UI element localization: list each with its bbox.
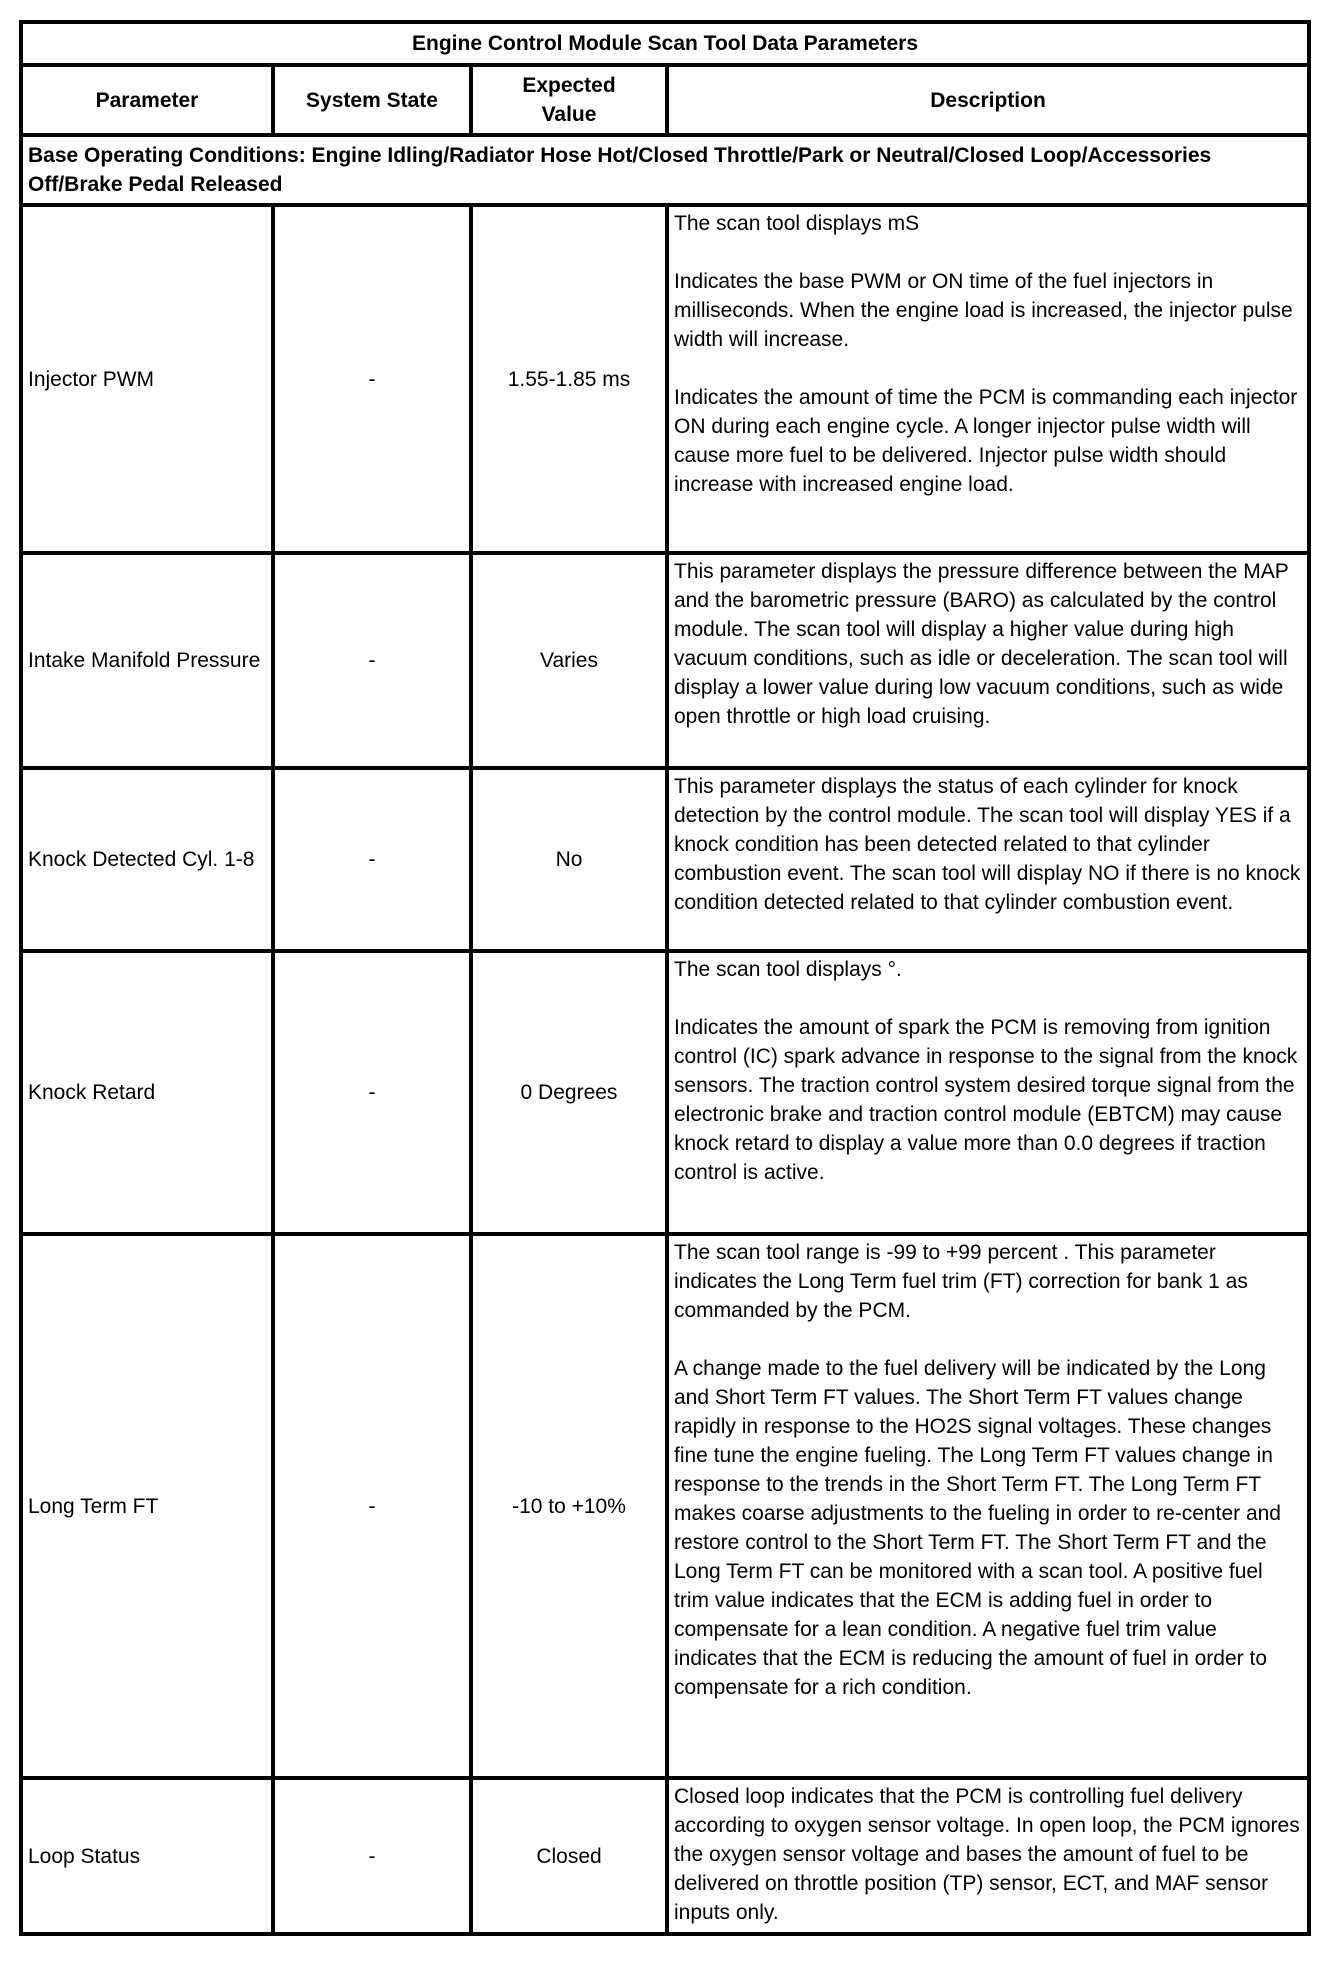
description-cell xyxy=(667,951,1309,1234)
parameter-cell: Loop Status xyxy=(21,1778,273,1934)
parameter-cell: Knock Retard xyxy=(21,951,273,1234)
expected-value-cell: Closed xyxy=(471,1778,667,1934)
parameter-cell: Intake Manifold Pressure xyxy=(21,553,273,768)
parameter-cell: Knock Detected Cyl. 1-8 xyxy=(21,768,273,951)
description-paragraph: The scan tool displays °. xyxy=(674,958,902,981)
system-state-cell: - xyxy=(273,951,471,1234)
description-paragraph: The scan tool displays mS xyxy=(674,212,920,235)
description-paragraph: Closed loop indicates that the PCM is controlling fuel delivery according to oxygen sensor voltage. In open loop, the PCM ignores the oxygen sensor voltage and bases the amount of fuel to be delivered on throttle position (TP) sensor, ECT, and MAF sensor inputs only. xyxy=(674,1785,1300,1924)
description-cell xyxy=(667,1234,1309,1778)
description-paragraph: Indicates the amount of time the PCM is commanding each injector ON during each engine cycle. A longer injector pulse width will cause more fuel to be delivered. Injector pulse width should increase with increased engine load. xyxy=(674,386,1298,496)
description-paragraph: A change made to the fuel delivery will be indicated by the Long and Short Term FT values. The Short Term FT values change rapidly in response to the HO2S signal voltages. These changes fine tune the engine fueling. The Long Term FT values change in response to the trends in the Short Term FT. The Long Term FT makes coarse adjustments to the fueling in order to re-center and restore control to the Short Term FT. The Short Term FT and the Long Term FT can be monitored with a scan tool. A positive fuel trim value indicates that the ECM is adding fuel in order to compensate for a lean condition. A negative fuel trim value indicates that the ECM is reducing the amount of fuel in order to compensate for a rich condition. xyxy=(674,1357,1281,1699)
table-row xyxy=(21,1234,1309,1778)
header-expected-value xyxy=(471,65,667,135)
description-cell xyxy=(667,205,1309,553)
header-parameter: Parameter xyxy=(21,65,273,135)
table-row xyxy=(21,1778,1309,1934)
parameter-cell: Injector PWM xyxy=(21,205,273,553)
system-state-cell: - xyxy=(273,768,471,951)
header-description: Description xyxy=(667,65,1309,135)
header-expected-line1: Expected xyxy=(522,74,616,97)
description-paragraph: This parameter displays the pressure difference between the MAP and the barometric pressure (BARO) as calculated by the control module. The scan tool will display a higher value during high vacuum conditions, such as idle or deceleration. The scan tool will display a lower value during low vacuum conditions, such as wide open throttle or high load cruising. xyxy=(674,560,1289,728)
description-paragraph: Indicates the amount of spark the PCM is removing from ignition control (IC) spark advance in response to the signal from the knock sensors. The traction control system desired torque signal from the electronic brake and traction control module (EBTCM) may cause knock retard to display a value more than 0.0 degrees if traction control is active. xyxy=(674,1016,1298,1184)
header-system-state: System State xyxy=(273,65,471,135)
expected-value-cell: 1.55-1.85 ms xyxy=(471,205,667,553)
system-state-cell: - xyxy=(273,1234,471,1778)
base-operating-conditions: Base Operating Conditions: Engine Idling/Radiator Hose Hot/Closed Throttle/Park or Neutral/Closed Loop/Accessories Off/Brake Pedal Released xyxy=(21,135,1309,205)
scan-tool-data-table xyxy=(19,20,1311,1936)
table-row xyxy=(21,951,1309,1234)
description-paragraph: Indicates the base PWM or ON time of the fuel injectors in milliseconds. When the engine load is increased, the injector pulse width will increase. xyxy=(674,270,1293,351)
table-title: Engine Control Module Scan Tool Data Parameters xyxy=(21,22,1309,65)
description-cell xyxy=(667,553,1309,768)
expected-value-cell: -10 to +10% xyxy=(471,1234,667,1778)
expected-value-cell: Varies xyxy=(471,553,667,768)
table-row xyxy=(21,205,1309,553)
parameter-cell: Long Term FT xyxy=(21,1234,273,1778)
header-expected-line2: Value xyxy=(541,103,597,126)
system-state-cell: - xyxy=(273,553,471,768)
description-cell xyxy=(667,1778,1309,1934)
table-row xyxy=(21,553,1309,768)
description-paragraph: The scan tool range is -99 to +99 percent . This parameter indicates the Long Term fuel trim (FT) correction for bank 1 as commanded by the PCM. xyxy=(674,1241,1248,1322)
table-row xyxy=(21,768,1309,951)
system-state-cell: - xyxy=(273,205,471,553)
description-cell xyxy=(667,768,1309,951)
header-row xyxy=(21,65,1309,135)
expected-value-cell: 0 Degrees xyxy=(471,951,667,1234)
expected-value-cell: No xyxy=(471,768,667,951)
description-paragraph: This parameter displays the status of each cylinder for knock detection by the control module. The scan tool will display YES if a knock condition has been detected related to that cylinder combustion event. The scan tool will display NO if there is no knock condition detected related to that cylinder combustion event. xyxy=(674,775,1301,914)
system-state-cell: - xyxy=(273,1778,471,1934)
